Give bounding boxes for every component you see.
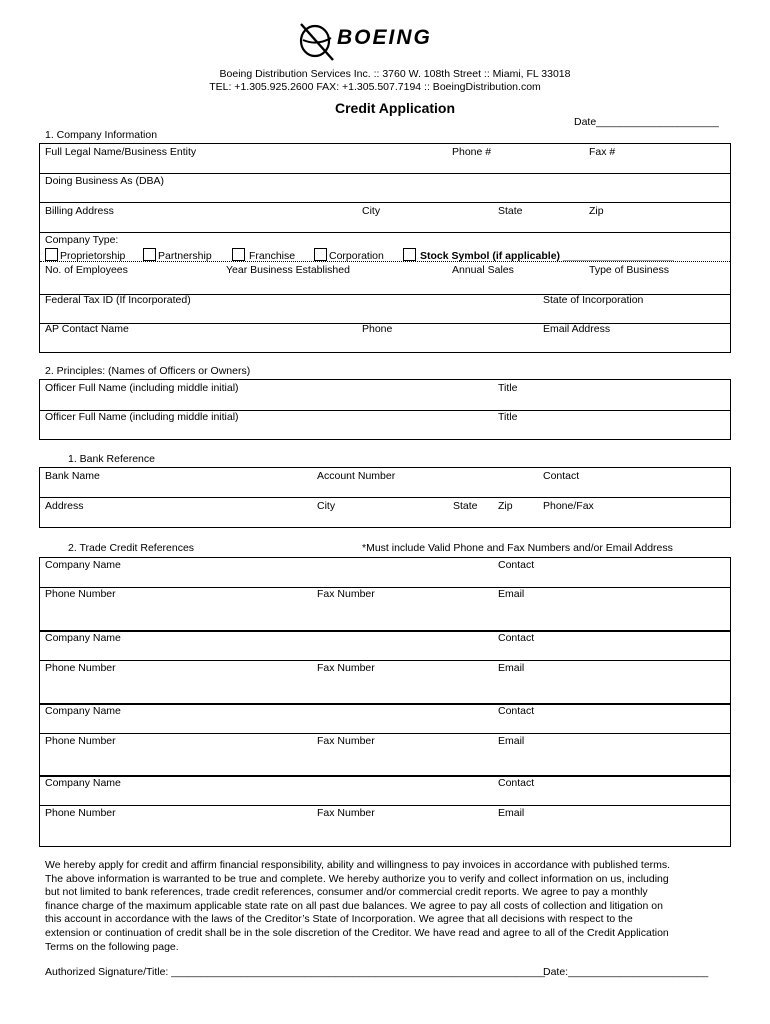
trade3-phone-field[interactable]: Phone Number xyxy=(45,735,116,747)
agreement-text xyxy=(45,859,735,954)
officer2-name-field[interactable]: Officer Full Name (including middle initial) xyxy=(45,411,239,423)
year-established-field[interactable]: Year Business Established xyxy=(226,264,350,276)
ap-contact-field[interactable]: AP Contact Name xyxy=(45,323,129,335)
signature-field[interactable]: Authorized Signature/Title: ________________________________________________________________ xyxy=(45,966,545,978)
trade2-email-field[interactable]: Email xyxy=(498,662,525,674)
trade2-company-field[interactable]: Company Name xyxy=(45,632,121,644)
trade1-fax-field[interactable]: Fax Number xyxy=(317,588,375,600)
trade1-email-field[interactable]: Email xyxy=(498,588,525,600)
trade4-email-field[interactable]: Email xyxy=(498,807,525,819)
fax-field[interactable]: Fax # xyxy=(589,146,616,158)
trade2-contact-field[interactable]: Contact xyxy=(498,632,535,644)
agreement-line: finance charge of the maximum applicable state rate on all past due balances. We agree to pay all costs of collection and litigation on xyxy=(45,899,663,912)
proprietorship-label: Proprietorship xyxy=(60,250,126,262)
trade3-contact-field[interactable]: Contact xyxy=(498,705,535,717)
agreement-line: We hereby apply for credit and affirm financial responsibility, ability and willingness to pay invoices in accordance with published terms. xyxy=(45,859,671,871)
trade4-company-field[interactable]: Company Name xyxy=(45,777,121,789)
proprietorship-checkbox[interactable] xyxy=(45,248,58,261)
stock-symbol-field[interactable] xyxy=(403,248,674,262)
trade2-phone-field[interactable]: Phone Number xyxy=(45,662,116,674)
bank-name-field[interactable]: Bank Name xyxy=(45,470,100,482)
phone-field[interactable]: Phone # xyxy=(452,146,492,158)
partnership-label: Partnership xyxy=(158,250,212,262)
partnership-checkbox[interactable] xyxy=(143,248,156,261)
city-field[interactable]: City xyxy=(362,205,381,217)
type-franchise[interactable] xyxy=(232,248,295,262)
officer2-title-field[interactable]: Title xyxy=(498,411,518,423)
zip-field[interactable]: Zip xyxy=(589,205,604,217)
federal-tax-id-field[interactable]: Federal Tax ID (If Incorporated) xyxy=(45,294,191,306)
boeing-logo-icon xyxy=(293,16,483,64)
corporation-checkbox[interactable] xyxy=(314,248,327,261)
ap-email-field[interactable]: Email Address xyxy=(543,323,611,335)
type-partnership[interactable] xyxy=(143,248,212,262)
trade3-fax-field[interactable]: Fax Number xyxy=(317,735,375,747)
page-title: Credit Application xyxy=(334,100,456,116)
type-corporation[interactable] xyxy=(314,248,384,262)
section-company-info-heading: 1. Company Information xyxy=(45,129,158,141)
trade4-fax-field[interactable]: Fax Number xyxy=(317,807,375,819)
bank-state-field[interactable]: State xyxy=(453,500,478,512)
agreement-line: this account in accordance with the laws of the Creditor’s State of Incorporation. We agree that all decisions with respect to the xyxy=(45,913,633,926)
trade4-contact-field[interactable]: Contact xyxy=(498,777,535,789)
trade2-fax-field[interactable]: Fax Number xyxy=(317,662,375,674)
date-field[interactable]: Date_____________________ xyxy=(574,116,719,128)
trade3-company-field[interactable]: Company Name xyxy=(45,705,121,717)
bank-address-field[interactable]: Address xyxy=(45,500,84,512)
trade3-email-field[interactable]: Email xyxy=(498,735,525,747)
franchise-checkbox[interactable] xyxy=(232,248,245,261)
trade-box xyxy=(39,557,731,847)
trade1-contact-field[interactable]: Contact xyxy=(498,559,535,571)
company-contact: TEL: +1.305.925.2600 FAX: +1.305.507.7194 :: BoeingDistribution.com xyxy=(209,81,541,93)
section-trade-heading: 2. Trade Credit References xyxy=(68,542,195,554)
annual-sales-field[interactable]: Annual Sales xyxy=(452,264,514,276)
agreement-line: but not limited to bank references, trade credit references, consumer and/or commercial credit reports. We agree to pay a monthly xyxy=(45,886,648,899)
trade4-phone-field[interactable]: Phone Number xyxy=(45,807,116,819)
state-of-incorporation-field[interactable]: State of Incorporation xyxy=(543,294,644,306)
billing-address-field[interactable]: Billing Address xyxy=(45,205,114,217)
company-address: Boeing Distribution Services Inc. :: 3760 W. 108th Street :: Miami, FL 33018 xyxy=(219,68,571,80)
agreement-line: The above information is warranted to be true and complete. We hereby authorize you to verify and collect information on us, including xyxy=(45,872,669,885)
officer1-name-field[interactable]: Officer Full Name (including middle initial) xyxy=(45,382,239,394)
stock-symbol-label: Stock Symbol (if applicable) ___________________ xyxy=(420,250,674,262)
bank-phonefax-field[interactable]: Phone/Fax xyxy=(543,500,594,512)
trade1-phone-field[interactable]: Phone Number xyxy=(45,588,116,600)
type-of-business-field[interactable]: Type of Business xyxy=(589,264,669,276)
ap-phone-field[interactable]: Phone xyxy=(362,323,393,335)
bank-zip-field[interactable]: Zip xyxy=(498,500,513,512)
agreement-line: Terms on the following page. xyxy=(45,940,179,953)
trade-note: *Must include Valid Phone and Fax Numbers and/or Email Address xyxy=(362,542,673,554)
corporation-label: Corporation xyxy=(329,250,384,262)
bank-contact-field[interactable]: Contact xyxy=(543,470,580,482)
officer1-title-field[interactable]: Title xyxy=(498,382,518,394)
legal-name-field[interactable]: Full Legal Name/Business Entity xyxy=(45,146,197,158)
trade1-company-field[interactable]: Company Name xyxy=(45,559,121,571)
agreement-line: extension or continuation of credit shall be in the sole discretion of the Creditor. We have read and agree to all of the Credit Application xyxy=(45,926,669,939)
bank-account-field[interactable]: Account Number xyxy=(317,470,396,482)
signature-date-field[interactable]: Date:________________________ xyxy=(543,966,709,978)
franchise-label: Franchise xyxy=(249,250,296,262)
company-type-label: Company Type: xyxy=(45,234,119,246)
bank-city-field[interactable]: City xyxy=(317,500,336,512)
dba-field[interactable]: Doing Business As (DBA) xyxy=(45,175,165,187)
section-principles-heading: 2. Principles: (Names of Officers or Owners) xyxy=(45,365,251,377)
employees-field[interactable]: No. of Employees xyxy=(45,264,128,276)
section-bank-heading: 1. Bank Reference xyxy=(68,453,155,465)
state-field[interactable]: State xyxy=(498,205,523,217)
type-proprietorship[interactable] xyxy=(45,248,125,262)
stock-symbol-checkbox[interactable] xyxy=(403,248,416,261)
logo-wordmark: BOEING xyxy=(337,26,432,49)
